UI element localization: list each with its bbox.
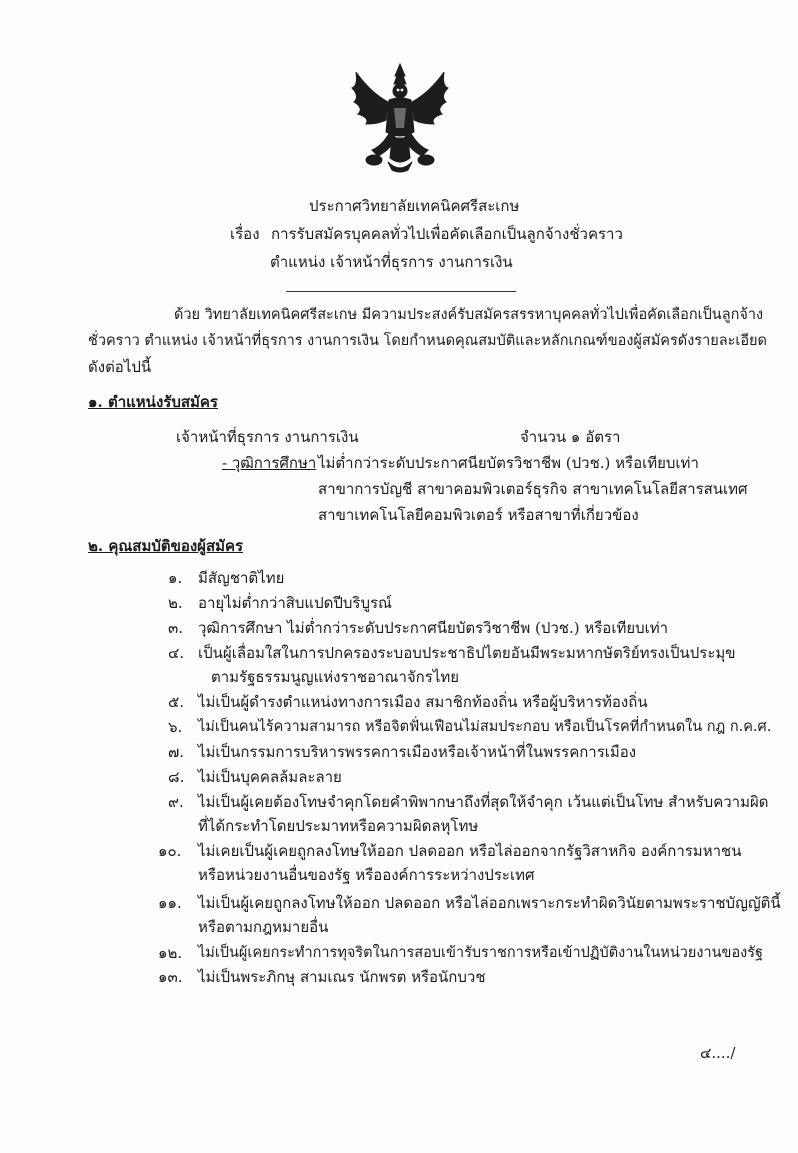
position-line: ตำแหน่ง เจ้าหน้าที่ธุรการ งานการเงิน	[270, 253, 513, 271]
page-continuation: ๔..../	[700, 1044, 736, 1062]
intro-line-3: ดังต่อไปนี้	[88, 358, 152, 376]
qual-text: ไม่เป็นผู้ดำรงตำแหน่งทางการเมือง สมาชิกท้องถิ่น หรือผู้บริหารท้องถิ่น	[198, 693, 648, 711]
qual-num: ๙.	[168, 793, 184, 811]
qual-text: มีสัญชาติไทย	[198, 569, 285, 587]
qual-num: ๘.	[168, 768, 185, 786]
qual-text-cont: หรือตามกฎหมายอื่น	[198, 918, 329, 936]
education-line-2: สาขาการบัญชี สาขาคอมพิวเตอร์ธุรกิจ สาขาเทคโนโลยีสารสนเทศ	[318, 480, 748, 498]
qual-text: ไม่เป็นบุคคลล้มละลาย	[198, 768, 342, 786]
qual-text-cont: ที่ได้กระทำโดยประมาทหรือความผิดลหุโทษ	[198, 817, 479, 835]
section-1-position: เจ้าหน้าที่ธุรการ งานการเงิน	[176, 428, 359, 446]
intro-line-2: ชั่วคราว ตำแหน่ง เจ้าหน้าที่ธุรการ งานการเงิน โดยกำหนดคุณสมบัติและหลักเกณฑ์ของผู้สมัครดังรายละเอียด	[88, 333, 767, 349]
qual-num: ๒.	[168, 594, 183, 612]
qual-text: ไม่เป็นผู้เคยต้องโทษจำคุกโดยคำพิพากษาถึงที่สุดให้จำคุก เว้นแต่เป็นโทษ สำหรับความผิด	[198, 793, 769, 811]
intro-line-1: ด้วย วิทยาลัยเทคนิคศรีสะเกษ มีความประสงค์รับสมัครสรรหาบุคคลทั่วไปเพื่อคัดเลือกเป็นลูกจ้าง	[174, 307, 764, 323]
qual-num: ๗.	[168, 743, 185, 761]
qual-text: ไม่เคยเป็นผู้เคยถูกลงโทษให้ออก ปลดออก หรือไล่ออกจากรัฐวิสาหกิจ องค์การมหาชน	[198, 842, 742, 860]
qual-num: ๖.	[168, 718, 183, 736]
subject-label: เรื่อง	[230, 225, 260, 243]
qual-text: ไม่เป็นกรรมการบริหารพรรคการเมืองหรือเจ้าหน้าที่ในพรรคการเมือง	[198, 743, 637, 761]
qual-text-cont: ตามรัฐธรรมนูญแห่งราชอาณาจักรไทย	[211, 668, 460, 686]
qual-text: ไม่เป็นผู้เคยถูกลงโทษให้ออก ปลดออก หรือไล่ออกเพราะกระทำผิดวินัยตามพระราชบัญญัตินี้	[198, 894, 781, 912]
document-title: ประกาศวิทยาลัยเทคนิคศรีสะเกษ	[309, 197, 520, 215]
qual-num: ๑.	[168, 569, 183, 587]
education-label: - วุฒิการศึกษา	[222, 454, 317, 472]
qual-num: ๔.	[168, 644, 185, 662]
qual-text: ไม่เป็นคนไร้ความสามารถ หรือจิตฟั่นเฟือนไม่สมประกอบ หรือเป็นโรคที่กำหนดใน กฎ ก.ค.ศ.	[198, 719, 772, 735]
section-1-heading: ๑. ตำแหน่งรับสมัคร	[88, 393, 218, 411]
qual-text: ไม่เป็นผู้เคยกระทำการทุจริตในการสอบเข้ารับราชการหรือเข้าปฏิบัติงานในหน่วยงานของรัฐ	[198, 945, 764, 961]
qual-text: ไม่เป็นพระภิกษุ สามเณร นักพรต หรือนักบวช	[198, 968, 486, 986]
education-line-3: สาขาเทคโนโลยีคอมพิวเตอร์ หรือสาขาที่เกี่ยวข้อง	[318, 506, 639, 524]
qual-text: วุฒิการศึกษา ไม่ต่ำกว่าระดับประกาศนียบัตรวิชาชีพ (ปวช.) หรือเทียบเท่า	[198, 619, 669, 637]
education-line-1: ไม่ต่ำกว่าระดับประกาศนียบัตรวิชาชีพ (ปวช.) หรือเทียบเท่า	[318, 454, 699, 472]
qual-text: อายุไม่ต่ำกว่าสิบแปดปีบริบูรณ์	[198, 594, 392, 612]
subject-text: การรับสมัครบุคคลทั่วไปเพื่อคัดเลือกเป็นลูกจ้างชั่วคราว	[271, 225, 623, 243]
section-2-heading: ๒. คุณสมบัติของผู้สมัคร	[88, 537, 244, 555]
garuda-emblem-icon	[348, 62, 452, 174]
qual-num: ๕.	[168, 693, 185, 711]
qual-num: ๑๑.	[158, 894, 182, 912]
qual-num: ๑๒.	[158, 944, 183, 962]
qual-num: ๑๐.	[158, 842, 182, 860]
qual-num: ๑๓.	[158, 968, 183, 986]
qual-text: เป็นผู้เลื่อมใสในการปกครองระบอบประชาธิปไตยอันมีพระมหากษัตริย์ทรงเป็นประมุข	[198, 644, 736, 662]
qual-num: ๓.	[168, 619, 184, 637]
qual-text-cont: หรือหน่วยงานอื่นของรัฐ หรือองค์การระหว่างประเทศ	[198, 866, 535, 884]
section-1-count: จำนวน ๑ อัตรา	[520, 428, 621, 446]
header-divider	[286, 291, 516, 292]
